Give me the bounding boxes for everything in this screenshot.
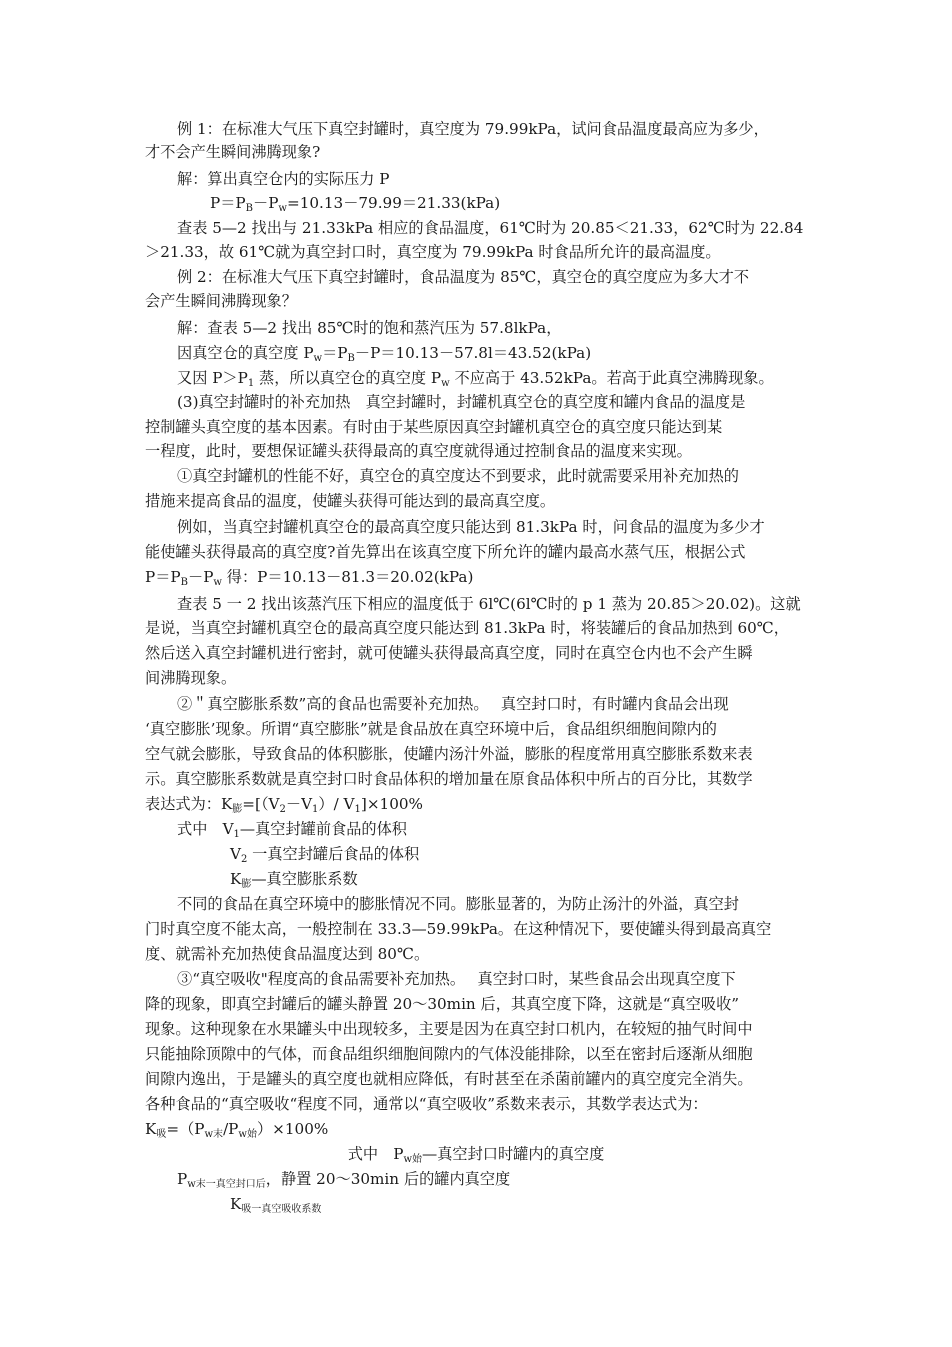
text-line: 式中 $V_1—$真空封罐前食品的体积 <box>177 820 407 840</box>
text-line: 查表 5 一 2 找出该蒸汽压下相应的温度低于 6l℃(6l℃时的 p 1 蒸为 20.85＞20.02)。这就 <box>177 595 801 613</box>
text-line: 解：算出真空仓内的实际压力 P <box>177 170 390 188</box>
text-line: 例 2：在标准大气压下真空封罐时，食品温度为 85℃，真空仓的真空度应为多大才不 <box>177 268 750 286</box>
text-line: $K_膨—$真空膨胀系数 <box>230 870 358 890</box>
text-line: $V_2$ 一真空封罐后食品的体积 <box>230 845 420 865</box>
text-line: 门时真空度不能太高，一般控制在 33.3—59.99kPa。在这种情况下，要使罐头得到最高真空 <box>145 920 772 938</box>
text-line: ＞21.33，故 61℃就为真空封口时，真空度为 79.99kPa 时食品所允许的最高温度。 <box>145 243 721 261</box>
text-line: ②＂真空膨胀系数”高的食品也需要补充加热。 真空封口时，有时罐内食品会出现 <box>177 695 729 713</box>
text-line: 例如，当真空封罐机真空仓的最高真空度只能达到 81.3kPa 时，问食品的温度为多少才 <box>177 518 765 536</box>
text-line: 现象。这种现象在水果罐头中出现较多，主要是因为在真空封口机内，在较短的抽气时间中 <box>145 1020 753 1038</box>
text-line: 会产生瞬间沸腾现象？ <box>145 292 297 310</box>
text-line: $P_{w末一真空封口后}$，静置 20～30min 后的罐内真空度 <box>177 1170 511 1190</box>
text-line: (3)真空封罐时的补充加热 真空封罐时，封罐机真空仓的真空度和罐内食品的温度是 <box>177 393 746 411</box>
text-line: ③“真空吸收"程度高的食品需要补充加热。 真空封口时，某些食品会出现真空度下 <box>177 970 736 988</box>
text-line: 度、就需补充加热使食品温度达到 80℃。 <box>145 945 430 963</box>
formula-line: $P=P_B-P_w$ 得：P＝10.13－81.3＝20.02(kPa) <box>145 568 474 588</box>
text-line: 示。真空膨胀系数就是真空封口时食品体积的增加量在原食品体积中所占的百分比，其数学 <box>145 770 753 788</box>
text-line: 例 1：在标准大气压下真空封罐时，真空度为 79.99kPa，试问食品温度最高应为多少， <box>177 120 769 138</box>
text-line: 才不会产生瞬间沸腾现象? <box>145 143 321 161</box>
text-line: 是说，当真空封罐机真空仓的最高真空度只能达到 81.3kPa 时，将装罐后的食品加热到 60℃， <box>145 619 789 637</box>
formula-line: 式中 $P_{w始}—$真空封口时罐内的真空度 <box>347 1145 605 1165</box>
text-line: ①真空封罐机的性能不好，真空仓的真空度达不到要求，此时就需要采用补充加热的 <box>177 467 739 485</box>
text-line: 控制罐头真空度的基本因素。有时由于某些原因真空封罐机真空仓的真空度只能达到某 <box>145 418 723 436</box>
text-line: 间沸腾现象。 <box>145 669 237 687</box>
text-line: 空气就会膨胀，导致食品的体积膨胀，使罐内汤汁外溢，膨胀的程度常用真空膨胀系数来表 <box>145 745 753 763</box>
text-line: 措施来提高食品的温度，使罐头获得可能达到的最高真空度。 <box>145 492 556 510</box>
text-line: 间隙内逸出，于是罐头的真空度也就相应降低，有时甚至在杀菌前罐内的真空度完全消失。 <box>145 1070 753 1088</box>
text-line: 查表 5—2 找出与 21.33kPa 相应的食品温度，61℃时为 20.85＜21.33，62℃时为 22.84 <box>177 219 804 237</box>
text-line: 解：查表 5—2 找出 85℃时的饱和蒸汽压为 57.8lkPa， <box>177 319 562 337</box>
text-line: $K_{吸一真空吸收系数}$ <box>230 1195 322 1215</box>
text-line: 能使罐头获得最高的真空度?首先算出在该真空度下所允许的罐内最高水蒸气压，根据公式 <box>145 543 746 561</box>
formula-line: 表达式为：$K_膨=[(V_2-V_1)/$ $V_1]\times 100\%$ <box>145 795 423 815</box>
text-line: 不同的食品在真空环境中的膨胀情况不同。膨胀显著的，为防止汤汁的外溢，真空封 <box>177 895 739 913</box>
text-line: 只能抽除顶隙中的气体，而食品组织细胞间隙内的气体没能排除，以至在密封后逐渐从细胞 <box>145 1045 753 1063</box>
formula-line: 因真空仓的真空度 $P_w=P_B-P=10.13-57.8l=43.52(kPa)$ <box>177 344 592 364</box>
text-line: 又因 $P>P_1$ 蒸，所以真空仓的真空度 $P_w$ 不应高于 43.52kPa。若高于此真空沸腾现象。 <box>177 369 774 389</box>
text-line: 然后送入真空封罐机进行密封，就可使罐头获得最高真空度，同时在真空仓内也不会产生瞬 <box>145 644 753 662</box>
text-line: 降的现象，即真空封罐后的罐头静置 20～30min 后，其真空度下降，这就是“真空吸收” <box>145 995 740 1013</box>
formula-line: $P=P_B-P_w=10.13-79.99=21.33(kPa)$ <box>210 194 501 214</box>
text-line: 各种食品的“真空吸收“程度不同，通常以“真空吸收”系数来表示，其数学表达式为： <box>145 1095 708 1113</box>
text-line: $K_吸=(P_{w末}/P_{w始})\times 100\%$ <box>145 1120 329 1140</box>
text-line: 一程度，此时，要想保证罐头获得最高的真空度就得通过控制食品的温度来实现。 <box>145 442 692 460</box>
text-line: ‘真空膨胀’现象。所谓“真空膨胀”就是食品放在真空环境中后，食品组织细胞间隙内的 <box>145 720 717 738</box>
